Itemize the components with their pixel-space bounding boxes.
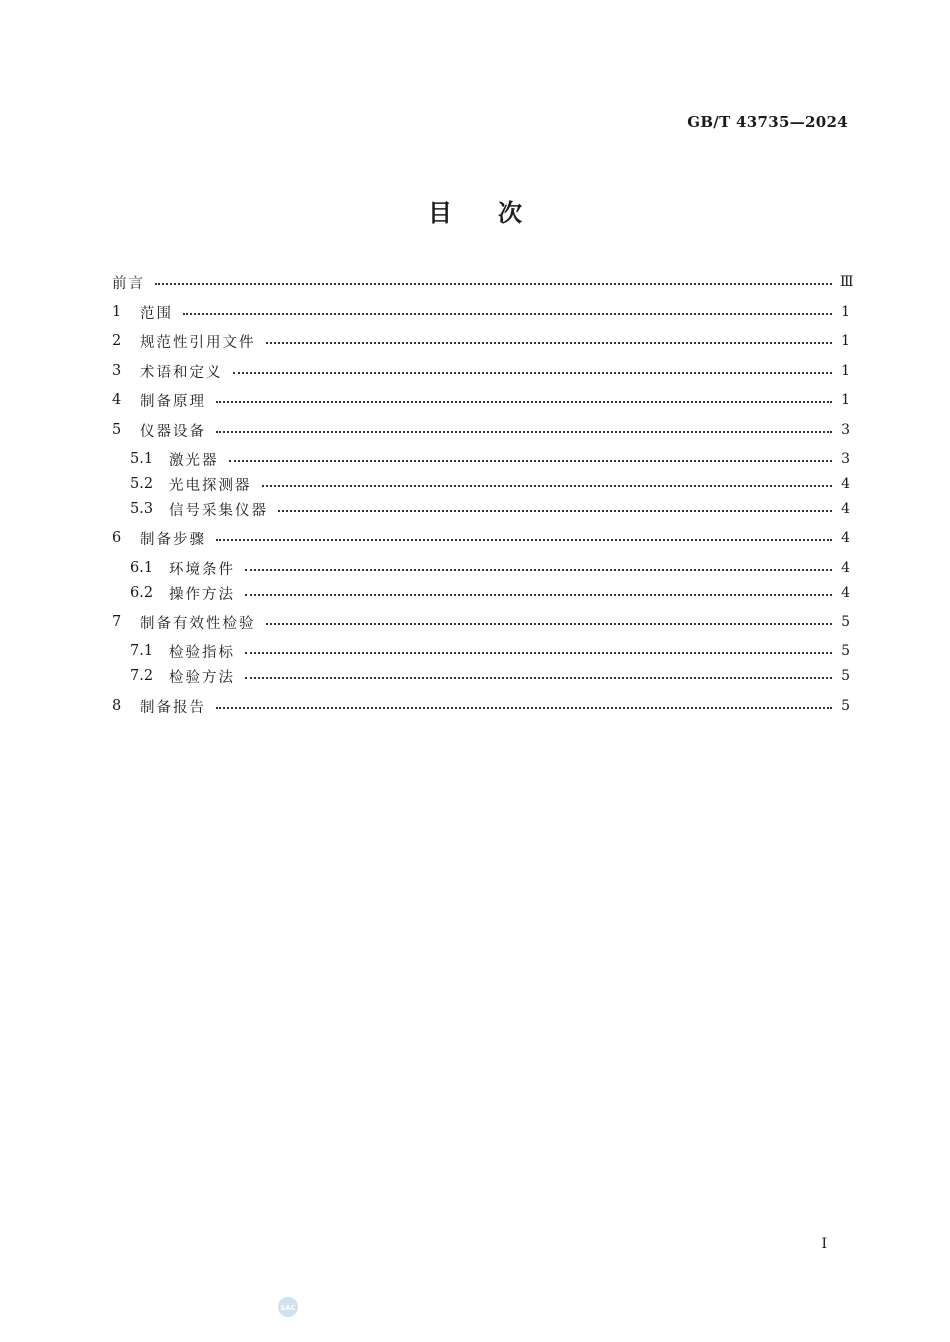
toc-entry-5-3[interactable]	[112, 497, 850, 521]
toc-number: 7	[112, 614, 122, 630]
dot-leader	[233, 372, 833, 374]
toc-number: 7.1	[130, 643, 154, 659]
toc-label: 激光器	[169, 452, 219, 469]
toc-number: 2	[112, 333, 122, 349]
toc-entry-7[interactable]	[112, 610, 850, 634]
toc-label: 信号采集仪器	[169, 502, 268, 519]
toc-label: 前言	[112, 275, 145, 292]
dot-leader	[266, 342, 833, 344]
toc-page-number: 5	[841, 614, 850, 630]
toc-number: 3	[112, 363, 122, 379]
toc-number: 6	[112, 530, 122, 546]
toc-number: 5	[112, 422, 122, 438]
toc-page-number: 3	[841, 422, 850, 438]
dot-leader	[216, 401, 832, 403]
toc-page-number: 4	[841, 530, 850, 546]
toc-label: 术语和定义	[140, 364, 223, 381]
toc-entry-4[interactable]	[112, 388, 850, 412]
toc-label: 光电探测器	[169, 477, 252, 494]
dot-leader	[183, 313, 832, 315]
toc-page-number: Ⅲ	[840, 274, 854, 290]
dot-leader	[245, 569, 832, 571]
toc-entry-8[interactable]	[112, 694, 850, 718]
toc-entry-3[interactable]	[112, 359, 850, 383]
toc-number: 7.2	[130, 668, 154, 684]
dot-leader	[266, 623, 833, 625]
toc-label: 操作方法	[169, 586, 235, 603]
toc-entry-7-2[interactable]	[112, 664, 850, 688]
footer-page-number: I	[821, 1236, 827, 1252]
toc-page-number: 4	[841, 476, 850, 492]
dot-leader	[278, 510, 832, 512]
standard-code: GB/T 43735—2024	[687, 113, 848, 131]
toc-label: 制备原理	[140, 393, 206, 410]
dot-leader	[262, 485, 833, 487]
toc-number: 5.2	[130, 476, 154, 492]
page-title	[0, 193, 950, 228]
toc-label: 检验方法	[169, 669, 235, 686]
toc-entry-5-1[interactable]	[112, 447, 850, 471]
toc-label: 规范性引用文件	[140, 334, 256, 351]
dot-leader	[245, 677, 832, 679]
toc-label: 制备有效性检验	[140, 615, 256, 632]
sac-logo-watermark	[276, 1296, 300, 1318]
toc-entry-6[interactable]	[112, 526, 850, 550]
toc-entry-6-1[interactable]	[112, 556, 850, 580]
toc-page-number: 1	[841, 363, 850, 379]
dot-leader	[216, 707, 832, 709]
toc-page-number: 1	[841, 333, 850, 349]
toc-number: 6.1	[130, 560, 154, 576]
toc-label: 范围	[140, 305, 173, 322]
dot-leader	[216, 539, 832, 541]
toc-page-number: 4	[841, 560, 850, 576]
toc-entry-foreword[interactable]	[112, 270, 854, 294]
toc-label: 检验指标	[169, 644, 235, 661]
dot-leader	[245, 594, 832, 596]
dot-leader	[245, 652, 832, 654]
toc-page-number: 3	[841, 451, 850, 467]
toc-number: 5.1	[130, 451, 154, 467]
toc-number: 6.2	[130, 585, 154, 601]
toc-number: 4	[112, 392, 122, 408]
toc-entry-2[interactable]	[112, 329, 850, 353]
toc-entry-5[interactable]	[112, 418, 850, 442]
toc-page-number: 4	[841, 501, 850, 517]
toc-entry-5-2[interactable]	[112, 472, 850, 496]
svg-text:SAC: SAC	[280, 1304, 296, 1312]
toc-page-number: 5	[841, 643, 850, 659]
toc-page-number: 4	[841, 585, 850, 601]
toc-page-number: 5	[841, 698, 850, 714]
toc-entry-6-2[interactable]	[112, 581, 850, 605]
toc-page-number: 1	[841, 392, 850, 408]
dot-leader	[229, 460, 833, 462]
toc-page-number: 1	[841, 304, 850, 320]
toc-entry-1[interactable]	[112, 300, 850, 324]
title-char-2: 次	[498, 199, 522, 227]
toc-label: 制备报告	[140, 699, 206, 716]
toc-page-number: 5	[841, 668, 850, 684]
toc-label: 仪器设备	[140, 423, 206, 440]
toc-entry-7-1[interactable]	[112, 639, 850, 663]
toc-number: 8	[112, 698, 122, 714]
dot-leader	[155, 283, 832, 285]
title-char-1: 目	[428, 199, 452, 227]
toc-label: 环境条件	[169, 561, 235, 578]
toc-number: 5.3	[130, 501, 154, 517]
toc-number: 1	[112, 304, 122, 320]
dot-leader	[216, 431, 832, 433]
toc-label: 制备步骤	[140, 531, 206, 548]
